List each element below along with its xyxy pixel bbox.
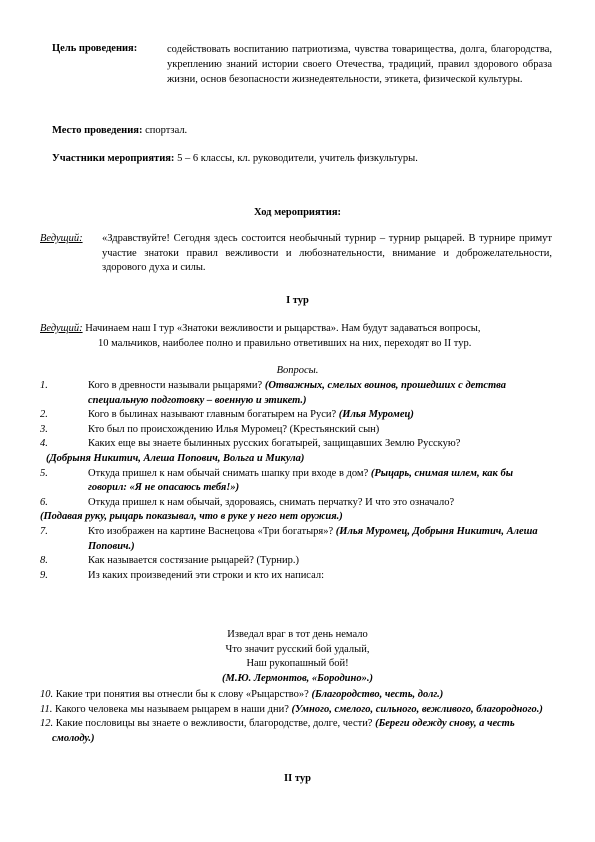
- poem-line: Изведал враг в тот день немало: [227, 629, 368, 640]
- questions-title: Вопросы.: [276, 365, 319, 376]
- tour2-title: II тур: [284, 773, 311, 784]
- question-number: 2.: [40, 409, 48, 421]
- question-text: Какого человека мы называем рыцарем в наши дни?: [52, 703, 292, 715]
- place-line: [52, 124, 552, 139]
- question-answer: (Благородство, честь, долг.): [311, 689, 444, 700]
- place-text: спортзал.: [142, 125, 188, 136]
- question-item: [40, 554, 552, 569]
- question-number: 8.: [40, 555, 48, 567]
- question-answer: (Подавая руку, рыцарь показывал, что в руке у него нет оружия.): [40, 511, 343, 523]
- goal-text: содействовать воспитанию патриотизма, чувства товарищества, долга, благородства, укреплению знаний истории своего Отечества, традиций, правил здорового образа жизни, основ безопасности жизнедеятельности, этикета, физической культуры.: [167, 44, 552, 85]
- question-answer: (Рыцарь, снимая шлем, как бы говорил: «Я не опасаюсь тебя!»): [88, 467, 514, 494]
- question-answer: (Береги одежду снову, а честь смолоду.): [52, 718, 515, 744]
- question-item: [40, 525, 552, 554]
- intro-host-label: Ведущий:: [40, 233, 83, 244]
- question-item: [40, 569, 552, 584]
- question-item: [40, 423, 552, 438]
- question-item: [40, 703, 555, 718]
- poem-line: Наш рукопашный бой!: [246, 658, 349, 669]
- question-text: Кого в былинах называют главным богатырем на Руси?: [88, 409, 339, 421]
- goal-label: Цель проведения:: [52, 43, 138, 54]
- place-label: Место проведения:: [52, 125, 143, 136]
- question-number: 6.: [40, 496, 48, 508]
- goal-section: [52, 42, 552, 87]
- poem-source: (М.Ю. Лермонтов, «Бородино».): [222, 672, 373, 684]
- question-number: 5.: [40, 467, 48, 479]
- intro-section: [40, 232, 552, 276]
- question-number: 12.: [40, 718, 54, 730]
- question-text: Кто изображен на картине Васнецова «Три богатыря»?: [88, 525, 336, 537]
- questions-list-late: [40, 688, 555, 746]
- question-text: Из каких произведений эти строки и кто их написал:: [88, 569, 325, 581]
- question-answer: (Умного, смелого, сильного, вежливого, благородного.): [291, 703, 543, 715]
- question-item: [40, 688, 555, 703]
- participants-line: [52, 152, 552, 167]
- question-number: 7.: [40, 525, 48, 537]
- question-item: [40, 408, 552, 423]
- question-answer: (Илья Муромец, Добрыня Никитич, Алеша Попович.): [88, 525, 538, 552]
- question-answer: (Илья Муромец): [338, 409, 414, 421]
- question-answer: (Отважных, смелых воинов, прошедших с детства специальную подготовку – военную и этикет.): [88, 380, 507, 406]
- question-text: Кого в древности называли рыцарями?: [88, 380, 265, 391]
- question-text: Откуда пришел к нам обычай снимать шапку при входе в дом?: [88, 467, 371, 479]
- poem-block: [40, 628, 555, 686]
- question-number: 1.: [40, 380, 48, 391]
- tour1-intro: [40, 322, 560, 351]
- tour1-intro-text: Начинаем наш I тур «Знатоки вежливости и рыцарства». Нам будут задаваться вопросы,: [82, 323, 481, 334]
- course-title: Ход мероприятия:: [253, 207, 342, 218]
- question-text: Как называется состязание рыцарей? (Турнир.): [88, 555, 300, 567]
- question-item: [40, 496, 552, 511]
- tour1-intro-text2: 10 мальчиков, наиболее полно и правильно ответивших на них, переходят во II тур.: [98, 337, 472, 349]
- question-text: Какие пословицы вы знаете о вежливости, благородстве, долге, чести?: [53, 718, 376, 730]
- questions-list: [40, 379, 552, 583]
- poem-line: Что значит русский бой удалый,: [225, 643, 370, 655]
- participants-text: 5 – 6 классы, кл. руководители, учитель физкультуры.: [174, 153, 418, 164]
- question-answer: (Добрыня Никитич, Алеша Попович, Вольга и Микула): [46, 452, 305, 464]
- question-text: Какие три понятия вы отнесли бы к слову «Рыцарство»?: [53, 689, 312, 700]
- question-item: [40, 717, 555, 746]
- question-number: 10.: [40, 689, 54, 700]
- question-number: 3.: [40, 423, 48, 435]
- intro-text: «Здравствуйте! Сегодня здесь состоится необычный турнир – турнир рыцарей. В турнире примут участие знатоки правил вежливости и любознательности, внимание и доброжелательности, здорового духа и силы.: [102, 233, 552, 273]
- question-text: Кто был по происхождению Илья Муромец? (Крестьянский сын): [88, 423, 380, 435]
- question-number: 4.: [40, 438, 48, 450]
- question-number: 11.: [40, 703, 53, 715]
- question-item: [40, 379, 552, 408]
- question-text: Каких еще вы знаете былинных русских богатырей, защищавших Землю Русскую?: [88, 438, 461, 450]
- question-item: [40, 467, 552, 496]
- tour1-host-label: Ведущий:: [40, 323, 83, 334]
- question-text: Откуда пришел к нам обычай, здороваясь, снимать перчатку? И что это означало?: [88, 496, 455, 508]
- question-number: 9.: [40, 569, 48, 581]
- tour1-title: I тур: [286, 295, 309, 306]
- question-item: [40, 437, 552, 452]
- participants-label: Участники мероприятия:: [52, 153, 175, 164]
